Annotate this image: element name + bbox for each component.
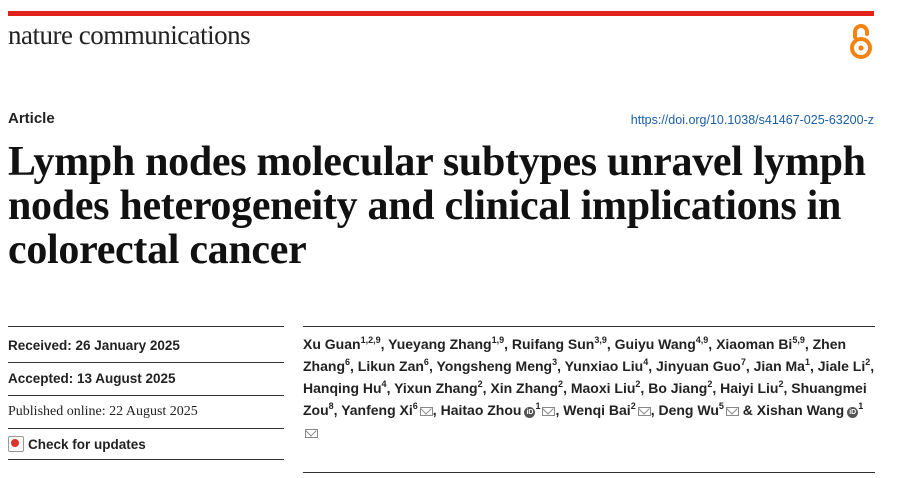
author-affiliation: 2	[630, 401, 636, 411]
journal-accent-bar	[8, 11, 874, 16]
author-list: Xu Guan$^{1,2,9}$, Yueyang Zhang$^{1,9}$, Ruifang Sun$^{3,9}$, Guiyu Wang$^{4,9}$, Xiaoman Bi$^{5,9}$, Zhen Zhang$^6$, Likun Zan$^6$, Yongsheng Meng$^3$, Yunxiao Liu$^4$, Jinyuan Guo$^7$, Jian Ma$^1$, Jiale Li$^2$, Hanqing Hu$^4$, Yixun Zhang$^2$, Xin Zhang$^2$, Maoxi Liu$^2$, Bo Jiang$^2$, Haiyi Liu$^2$, Shuangmei Zou$^8$, Yanfeng Xi$^6$ , Haitao Zhou $iD^1$ , Wenqi Bai$^2$ , Deng Wu$^5$ & Xishan Wang $iD^1$	[303, 333, 878, 443]
author-name[interactable]: Xu Guan	[303, 336, 361, 352]
meta-divider	[8, 428, 284, 429]
author-name[interactable]: Jinyuan Guo	[656, 358, 741, 374]
check-updates-label: Check for updates	[28, 436, 146, 452]
author-name[interactable]: Bo Jiang	[648, 380, 708, 396]
author-name[interactable]: Zhen Zhang	[303, 336, 847, 374]
author-name[interactable]: Haitao Zhou	[440, 402, 522, 418]
author-name[interactable]: Ruifang Sun	[511, 336, 595, 352]
orcid-icon[interactable]: iD	[526, 409, 534, 416]
article-type: Article	[8, 110, 55, 127]
author-affiliation: 4	[381, 379, 387, 389]
author-affiliation: 1	[804, 357, 810, 367]
email-icon[interactable]	[305, 429, 318, 438]
author-affiliation: 2	[707, 379, 713, 389]
received-date: Received: 26 January 2025	[8, 338, 180, 353]
author-name[interactable]: Deng Wu	[658, 402, 719, 418]
author-name[interactable]: Xiaoman Bi	[716, 336, 793, 352]
author-affiliation: 6	[345, 357, 351, 367]
author-affiliation: 1,2,9	[360, 335, 381, 345]
author-affiliation: 1	[858, 401, 864, 411]
author-affiliation: 8	[328, 401, 334, 411]
author-name[interactable]: Yanfeng Xi	[341, 402, 413, 418]
author-name[interactable]: Guiyu Wang	[614, 336, 696, 352]
author-name[interactable]: Xin Zhang	[490, 380, 559, 396]
accepted-date: Accepted: 13 August 2025	[8, 371, 176, 386]
author-affiliation: 2	[558, 379, 564, 389]
author-affiliation: 4,9	[695, 335, 709, 345]
meta-bottom-rule	[8, 459, 284, 460]
author-name[interactable]: Yongsheng Meng	[436, 358, 553, 374]
meta-divider	[8, 362, 284, 363]
author-affiliation: 6	[423, 357, 429, 367]
meta-divider	[8, 395, 284, 396]
author-name[interactable]: Yixun Zhang	[394, 380, 478, 396]
author-name[interactable]: Yueyang Zhang	[388, 336, 492, 352]
email-icon[interactable]	[726, 407, 739, 416]
author-name[interactable]: Yunxiao Liu	[564, 358, 644, 374]
author-affiliation: 4	[643, 357, 649, 367]
email-icon[interactable]	[420, 407, 433, 416]
author-affiliation: 3	[552, 357, 558, 367]
author-affiliation: 6	[412, 401, 418, 411]
author-affiliation: 2	[635, 379, 641, 389]
author-affiliation: 1	[535, 401, 541, 411]
author-name[interactable]: Wenqi Bai	[563, 402, 631, 418]
author-affiliation: 5,9	[792, 335, 805, 345]
doi-link[interactable]: https://doi.org/10.1038/s41467-025-63200-z	[630, 113, 874, 127]
article-title: Lymph nodes molecular subtypes unravel lymph nodes heterogeneity and clinical implications in colorectal cancer	[8, 139, 866, 273]
published-date: Published online: 22 August 2025	[8, 404, 198, 419]
meta-top-rule	[8, 326, 284, 327]
author-affiliation: 5	[718, 401, 724, 411]
author-affiliation: 2	[477, 379, 483, 389]
author-affiliation: 1,9	[491, 335, 505, 345]
author-name[interactable]: Hanqing Hu	[303, 380, 382, 396]
open-access-icon	[848, 22, 874, 60]
author-affiliation: 2	[865, 357, 871, 367]
email-icon[interactable]	[638, 407, 651, 416]
author-name[interactable]: Maoxi Liu	[570, 380, 636, 396]
author-name[interactable]: Shuangmei Zou	[303, 380, 867, 418]
check-updates-icon	[8, 436, 24, 452]
author-name[interactable]: Haiyi Liu	[720, 380, 779, 396]
journal-name[interactable]: nature communications	[8, 20, 251, 50]
author-name[interactable]: Likun Zan	[357, 358, 424, 374]
email-icon[interactable]	[542, 407, 555, 416]
author-name[interactable]: Jiale Li	[817, 358, 866, 374]
authors-bottom-rule	[303, 472, 875, 473]
check-for-updates-button[interactable]	[8, 436, 146, 452]
author-name[interactable]: Xishan Wang	[756, 402, 845, 418]
authors-top-rule	[303, 326, 875, 327]
orcid-icon[interactable]: iD	[849, 409, 857, 416]
author-affiliation: 7	[740, 357, 746, 367]
author-affiliation: 3,9	[594, 335, 607, 345]
author-affiliation: 2	[778, 379, 784, 389]
author-name[interactable]: Jian Ma	[753, 358, 805, 374]
